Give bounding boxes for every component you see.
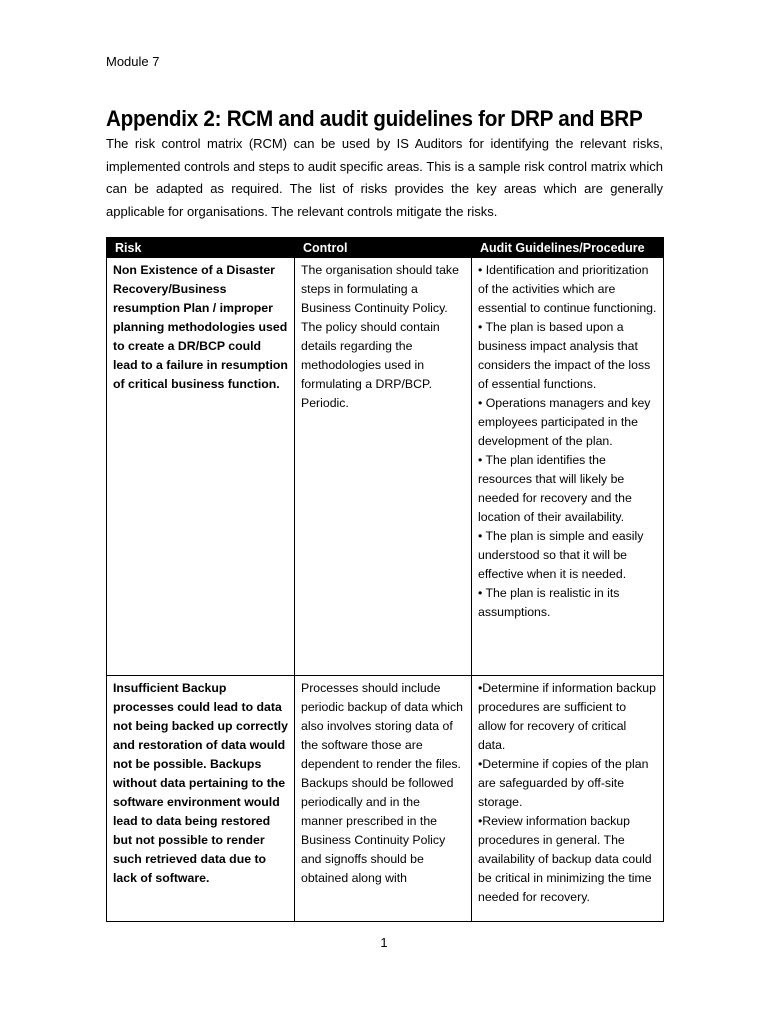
- audit-bullet: • The plan identifies the resources that will likely be needed for recovery and the location of their availability.: [478, 453, 632, 524]
- intro-paragraph: The risk control matrix (RCM) can be used by IS Auditors for identifying the relevant risks, implemented controls and steps to audit specific areas. This is a sample risk control matrix which can be adapted as required. The list of risks provides the key areas which are generally applicable for organisations. The relevant controls mitigate the risks.: [106, 136, 663, 219]
- audit-cell: [472, 676, 664, 922]
- audit-bullet: • Operations managers and key employees participated in the development of the plan.: [478, 396, 651, 448]
- audit-bullet: •Review information backup procedures in general. The availability of backup data could be critical in minimizing the time needed for recovery.: [478, 814, 652, 904]
- module-label: Module 7: [106, 54, 160, 69]
- page-number: 1: [380, 935, 388, 950]
- audit-bullet: •Determine if copies of the plan are safeguarded by off-site storage.: [478, 757, 649, 809]
- risk-control-matrix: [106, 237, 664, 922]
- page-title: Appendix 2: RCM and audit guidelines for DRP and BRP: [106, 106, 643, 131]
- control-cell: The organisation should take steps in formulating a Business Continuity Policy. The policy should contain details regarding the methodologies used in formulating a DRP/BCP. Periodic.: [295, 258, 472, 676]
- audit-bullet: • Identification and prioritization of the activities which are essential to continue functioning.: [478, 263, 657, 315]
- audit-bullet: • The plan is simple and easily understood so that it will be effective when it is needed.: [478, 529, 644, 581]
- table-row: [107, 258, 664, 676]
- header-control: Control: [295, 238, 472, 258]
- header-audit: Audit Guidelines/Procedure: [472, 238, 664, 258]
- risk-cell: Insufficient Backup processes could lead to data not being backed up correctly and restoration of data would not be possible. Backups without data pertaining to the software environment would lead to data being restored but not possible to render such retrieved data due to lack of software.: [107, 676, 295, 922]
- control-cell: Processes should include periodic backup of data which also involves storing data of the software those are dependent to render the files. Backups should be followed periodically and in the manner prescribed in the Business Continuity Policy and signoffs should be obtained along with: [295, 676, 472, 922]
- audit-bullet: •Determine if information backup procedures are sufficient to allow for recovery of critical data.: [478, 681, 656, 752]
- table-row: [107, 676, 664, 922]
- header-risk: Risk: [107, 238, 295, 258]
- risk-cell: Non Existence of a Disaster Recovery/Business resumption Plan / improper planning methodologies used to create a DR/BCP could lead to a failure in resumption of critical business function.: [107, 258, 295, 676]
- audit-bullet: • The plan is realistic in its assumptions.: [478, 586, 620, 619]
- audit-cell: [472, 258, 664, 676]
- audit-bullet: • The plan is based upon a business impact analysis that considers the impact of the loss of essential functions.: [478, 320, 651, 391]
- table-header-row: [107, 238, 664, 258]
